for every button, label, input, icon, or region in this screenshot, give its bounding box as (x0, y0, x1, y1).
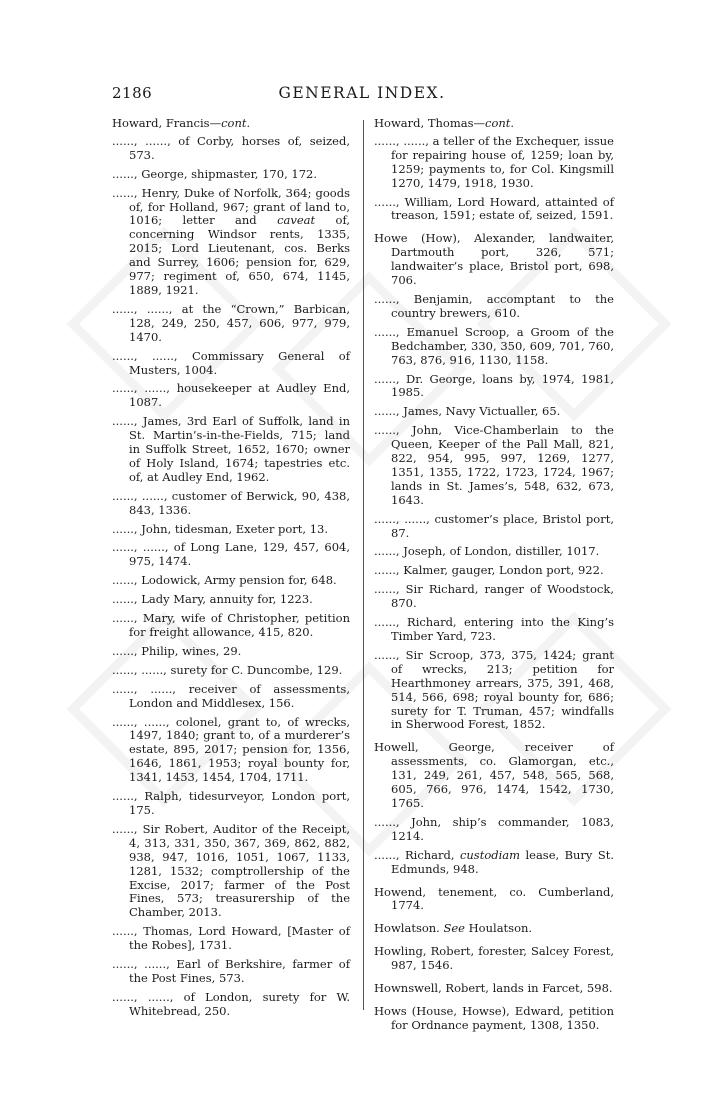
entry-text: ......, John, tidesman, Exeter port, 13. (112, 521, 329, 536)
entry-text: ......, ......, of Corby, horses of, seized, 573. (112, 133, 350, 162)
index-entry (112, 716, 350, 786)
index-entry (374, 405, 614, 419)
index-entry (112, 350, 350, 378)
index-entry (112, 168, 350, 182)
entry-text-continued: Houlatson. (465, 921, 533, 936)
index-column-left (112, 117, 350, 1024)
entry-text: Howell, George, receiver of assessments, co. Glamorgan, etc., 131, 249, 261, 457, 548, 565, 568, 605, 766, 976, 1474, 1542, 1730, 1765. (374, 740, 614, 810)
index-entry (374, 424, 614, 507)
index-entry (374, 326, 614, 368)
index-entry (112, 991, 350, 1019)
index-entry (112, 664, 350, 678)
page-number: 2186 (112, 84, 153, 102)
entry-text: ......, Ralph, tidesurveyor, London port, 175. (112, 789, 350, 817)
index-entry (112, 612, 350, 640)
entry-text: ......, Kalmer, gauger, London port, 922. (374, 563, 604, 578)
entry-text: Howe (How), Alexander, landwaiter, Dartmouth port, 326, 571; landwaiter’s place, Bristol port, 698, 706. (374, 231, 614, 288)
index-entry (374, 849, 614, 877)
index-entry (112, 683, 350, 711)
index-entry (374, 196, 614, 224)
index-entry (112, 574, 350, 588)
entry-text: Hows (House, Howse), Edward, petition for Ordnance payment, 1308, 1350. (374, 1003, 614, 1032)
italic-term: caveat (277, 213, 316, 228)
entry-text: ......, William, Lord Howard, attainted of treason, 1591; estate of, seized, 1591. (374, 194, 614, 223)
index-entry (374, 922, 614, 936)
index-entry (112, 925, 350, 953)
entry-text: ......, Emanuel Scroop, a Groom of the Bedchamber, 330, 350, 609, 701, 760, 763, 876, 916, 1130, 1158. (374, 324, 614, 367)
entry-text: ......, Lodowick, Army pension for, 648. (112, 573, 337, 588)
page-header (112, 84, 612, 108)
entry-text-continued: lease, Bury St. Edmunds, 948. (391, 847, 614, 876)
index-entry (374, 816, 614, 844)
entry-text: ......, Dr. George, loans by, 1974, 1981, 1985. (374, 371, 614, 400)
entry-text: ......, Benjamin, accomptant to the country brewers, 610. (374, 291, 614, 320)
index-entry (374, 135, 614, 191)
index-entry (374, 117, 614, 131)
index-entry (374, 564, 614, 578)
index-entry (374, 583, 614, 611)
index-entry (374, 373, 614, 401)
entry-text: Hownswell, Robert, lands in Farcet, 598. (374, 981, 613, 996)
entry-text: Howlatson. (374, 921, 444, 936)
index-entry (112, 117, 350, 131)
index-entry (112, 790, 350, 818)
entry-text: Howard, Thomas— (374, 116, 485, 130)
entry-text: ......, ......, housekeeper at Audley End, 1087. (112, 381, 350, 410)
entry-text: Howend, tenement, co. Cumberland, 1774. (374, 884, 614, 913)
index-entry (374, 232, 614, 288)
index-column-right (374, 117, 614, 1038)
index-entry (112, 523, 350, 537)
index-entry (374, 649, 614, 732)
continued-marker: cont. (221, 116, 251, 130)
index-entry (112, 415, 350, 485)
entry-text: ......, ......, of Long Lane, 129, 457, 604, 975, 1474. (112, 540, 350, 569)
continued-marker: cont. (485, 116, 515, 130)
entry-text: ......, Henry, Duke of Norfolk, 364; goods of, for Holland, 967; grant of land to, 1016; letter and (112, 185, 350, 228)
entry-text: ......, Richard, entering into the King’s Timber Yard, 723. (374, 615, 614, 643)
index-entry (112, 187, 350, 298)
entry-text: ......, James, 3rd Earl of Suffolk, land in St. Martin’s-in-the-Fields, 715; land in Suffolk Street, 1652, 1670; owner of Holy Island, 1674; tapestries etc. of, at Audley End, 1962. (112, 414, 350, 484)
index-entry (374, 616, 614, 644)
entry-text: ......, Lady Mary, annuity for, 1223. (112, 592, 313, 607)
entry-text: ......, James, Navy Victualler, 65. (374, 404, 561, 419)
entry-text: ......, ......, Earl of Berkshire, farmer of the Post Fines, 573. (112, 957, 350, 985)
entry-text: ......, ......, surety for C. Duncombe, 129. (112, 662, 343, 677)
entry-text: ......, Sir Scroop, 373, 375, 1424; grant of wrecks, 213; petition for Hearthmoney arrears, 375, 391, 468, 514, 566, 698; royal bounty for, 686; surety for T. Truman, 457; windfalls in Sherwood Forest, 1852. (374, 647, 614, 732)
entry-text: ......, Thomas, Lord Howard, [Master of the Robes], 1731. (112, 924, 350, 953)
index-entry (112, 135, 350, 163)
index-entry (374, 741, 614, 811)
entry-text: ......, ......, at the “Crown,” Barbican, 128, 249, 250, 457, 606, 977, 979, 1470. (112, 301, 350, 344)
entry-text: ......, Sir Richard, ranger of Woodstock, 870. (374, 582, 614, 611)
entry-text: ......, Richard, (374, 847, 460, 862)
column-divider (363, 120, 364, 1010)
entry-text: ......, ......, receiver of assessments, London and Middlesex, 156. (112, 681, 350, 710)
index-entry (374, 982, 614, 996)
entry-text: ......, Joseph, of London, distiller, 1017. (374, 544, 600, 559)
entry-text: ......, Philip, wines, 29. (112, 643, 242, 658)
index-entry (112, 593, 350, 607)
index-entry (112, 382, 350, 410)
entry-text: Howard, Francis— (112, 116, 222, 130)
entry-text: ......, ......, of London, surety for W. Whitebread, 250. (112, 989, 350, 1018)
index-entry (374, 945, 614, 973)
index-entry (112, 303, 350, 345)
running-title: GENERAL INDEX. (278, 84, 446, 102)
index-entry (374, 886, 614, 914)
index-entry (112, 645, 350, 659)
italic-term: custodiam (459, 847, 521, 862)
entry-text: ......, ......, Commissary General of Musters, 1004. (112, 348, 350, 377)
entry-text: ......, John, ship’s commander, 1083, 1214. (374, 814, 614, 843)
entry-text: ......, ......, colonel, grant to, of wrecks, 1497, 1840; grant to, of a murderer’s estate, 895, 2017; pension for, 1356, 1646, 1861, 1953; royal bounty for, 1341, 1453, 1454, 1704, 1711. (112, 714, 350, 785)
index-entry (374, 1005, 614, 1033)
index-entry (112, 823, 350, 920)
index-entry (112, 958, 350, 986)
entry-text: ......, Sir Robert, Auditor of the Receipt, 4, 313, 331, 350, 367, 369, 862, 882, 938, 947, 1016, 1051, 1067, 1133, 1281, 1532; comptrollership of the Excise, 2017; farmer of the Post Fines, 573; treasurership of the Chamber, 2013. (112, 821, 350, 920)
entry-text: ......, ......, customer’s place, Bristol port, 87. (374, 511, 614, 540)
entry-text: Howling, Robert, forester, Salcey Forest, 987, 1546. (374, 944, 614, 973)
entry-text: ......, John, Vice-Chamberlain to the Queen, Keeper of the Pall Mall, 821, 822, 954, 995, 997, 1269, 1277, 1351, 1355, 1722, 1723, 1724, 1967; lands in St. James’s, 548, 632, 673, 1643. (374, 423, 614, 507)
entry-text-continued: of, concerning Windsor rents, 1335, 2015; Lord Lieutenant, cos. Berks and Surrey, 1606; pension for, 629, 977; regiment of, 650, 674, 1145, 1889, 1921. (129, 213, 350, 297)
entry-text: ......, Mary, wife of Christopher, petition for freight allowance, 415, 820. (112, 611, 350, 639)
index-entry (374, 293, 614, 321)
index-entry (374, 513, 614, 541)
index-entry (374, 545, 614, 559)
entry-text: ......, George, shipmaster, 170, 172. (112, 166, 317, 181)
italic-term: See (443, 921, 465, 936)
entry-text: ......, ......, a teller of the Exchequer, issue for repairing house of, 1259; loan by, 1259; payments to, for Col. Kingsmill 1270, 1479, 1918, 1930. (374, 133, 614, 190)
entry-text: ......, ......, customer of Berwick, 90, 438, 843, 1336. (112, 488, 350, 517)
index-entry (112, 490, 350, 518)
index-entry (112, 541, 350, 569)
